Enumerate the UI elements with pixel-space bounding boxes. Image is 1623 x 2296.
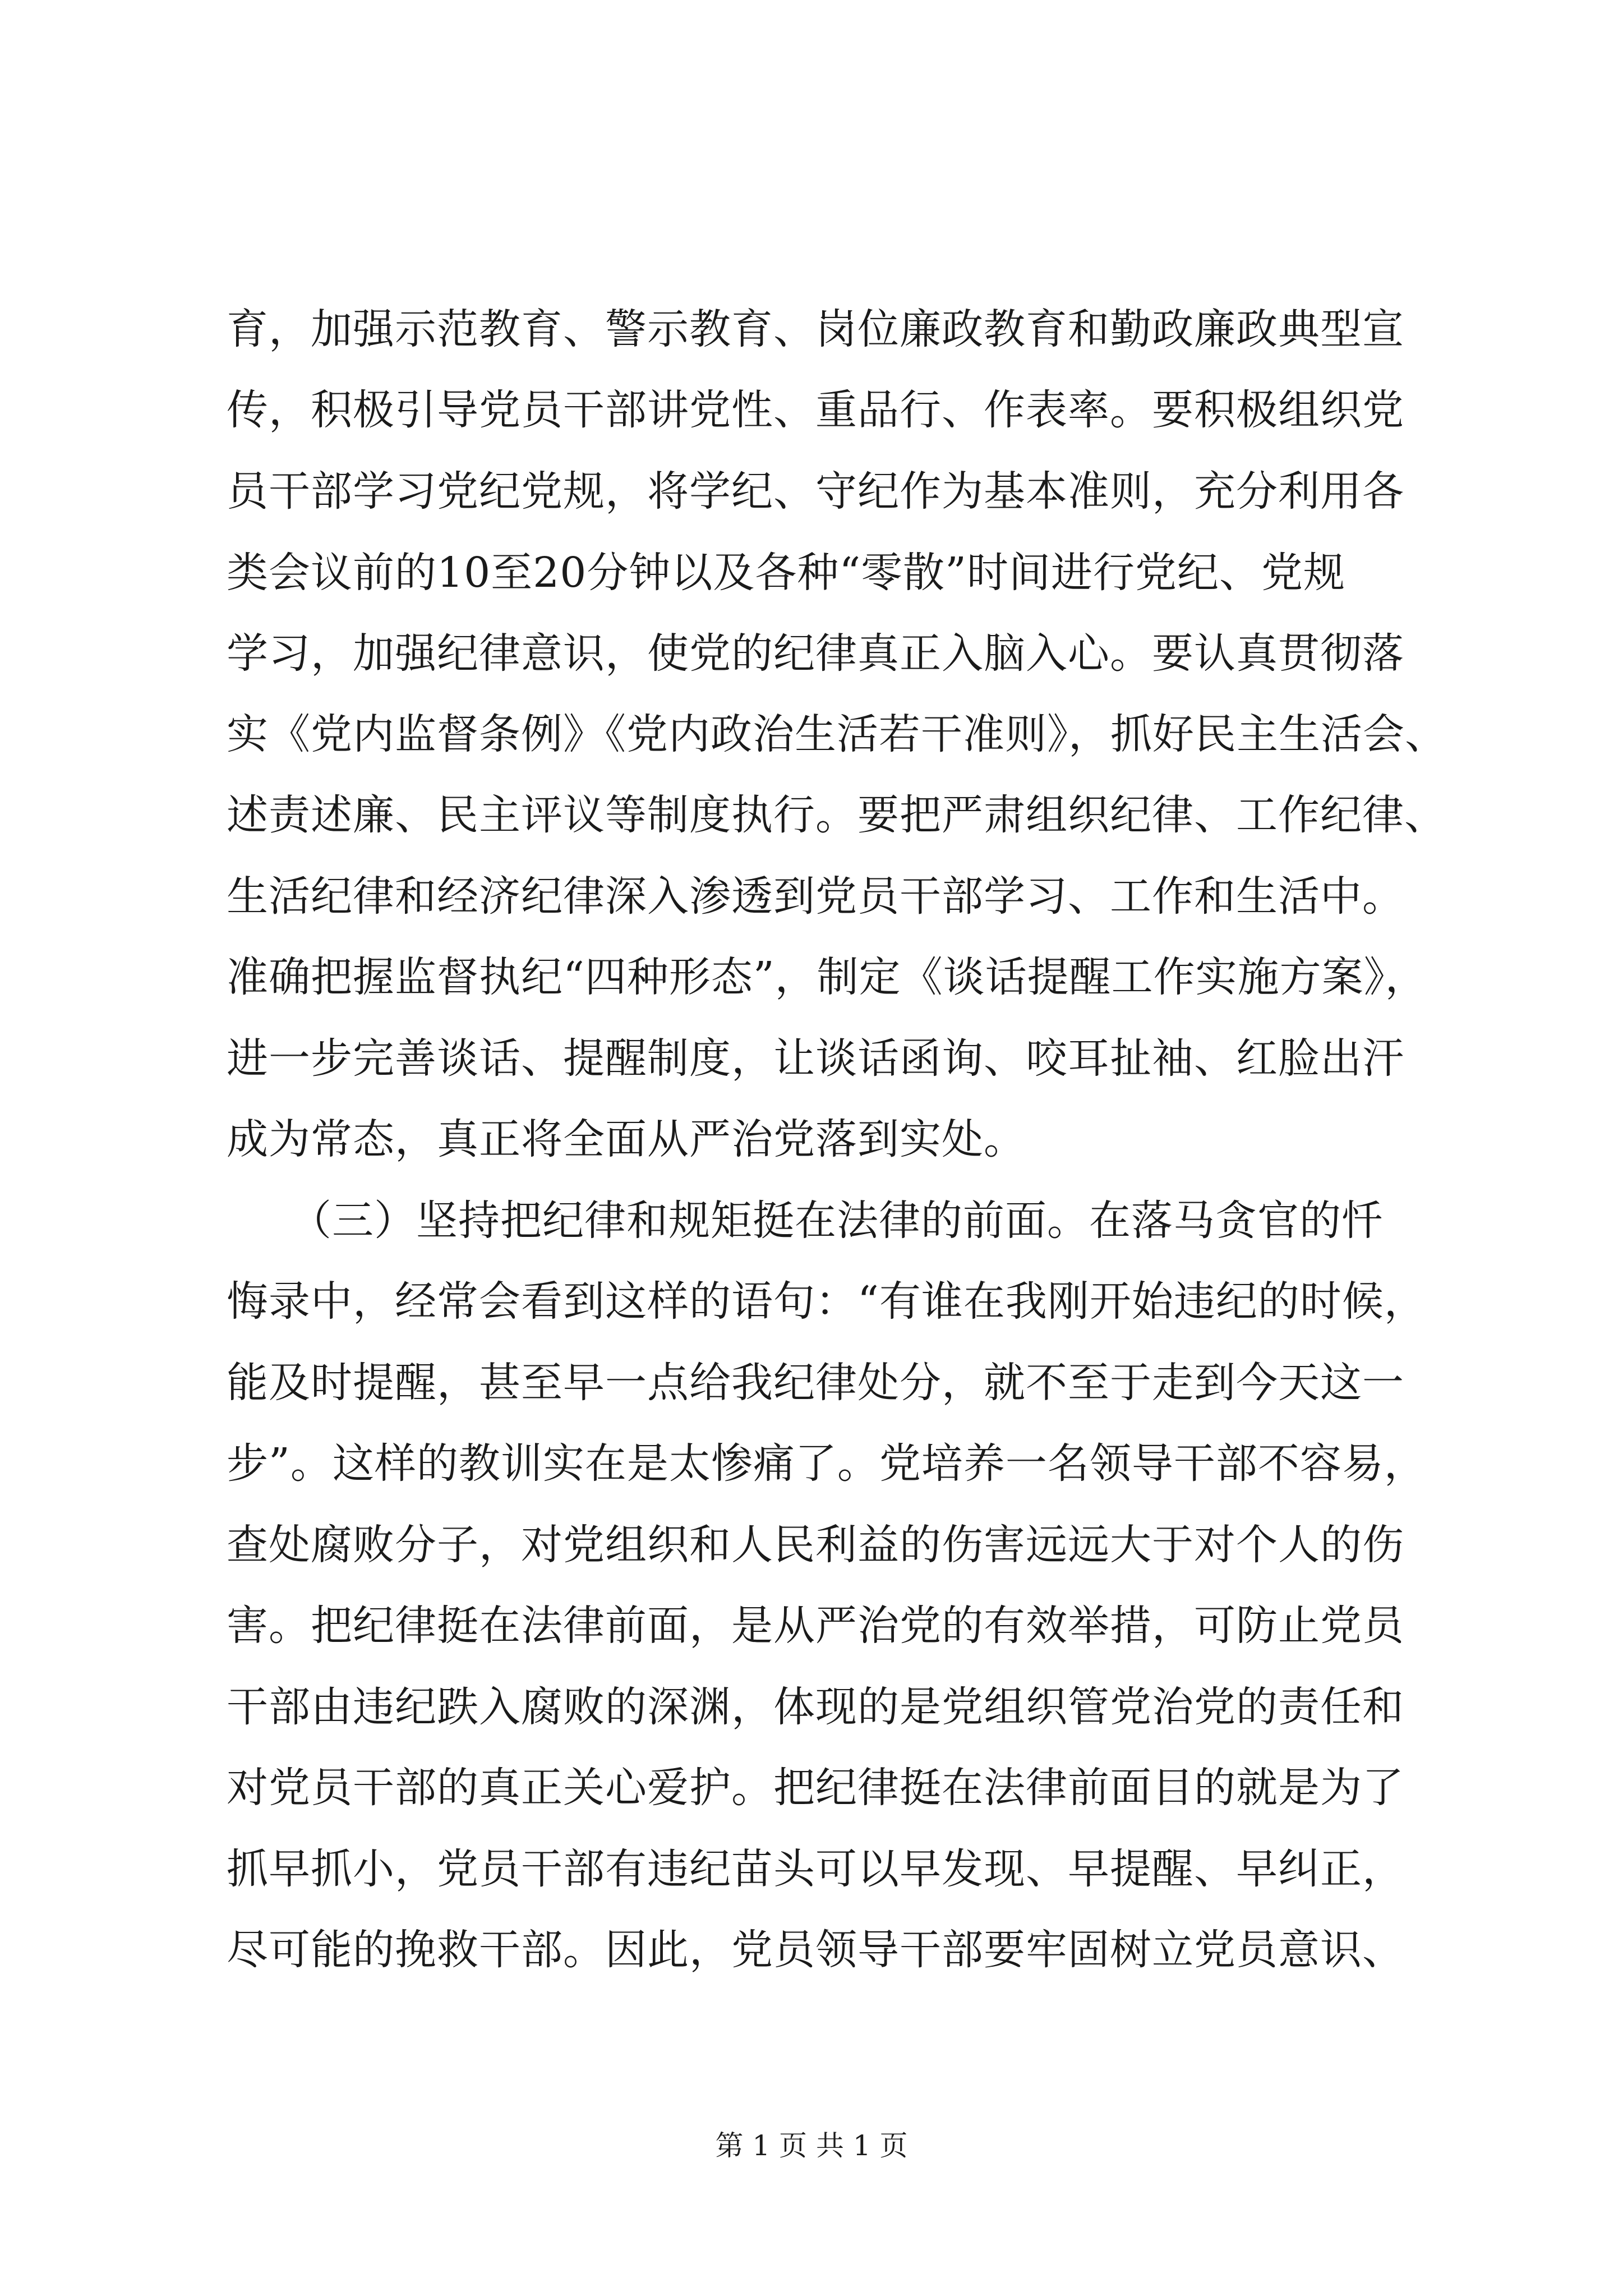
text-line: 对党员干部的真正关心爱护。把纪律挺在法律前面目的就是为了: [227, 1764, 1404, 1812]
text-line: 述责述廉、民主评议等制度执行。要把严肃组织纪律、工作纪律、: [227, 791, 1446, 839]
text-line: 育，加强示范教育、警示教育、岗位廉政教育和勤政廉政典型宣: [227, 305, 1404, 353]
text-line: 传，积极引导党员干部讲党性、重品行、作表率。要积极组织党: [227, 386, 1404, 434]
text-line: 尽可能的挽救干部。因此，党员领导干部要牢固树立党员意识、: [227, 1926, 1404, 1974]
text-line: 实《党内监督条例》《党内政治生活若干准则》，抓好民主生活会、: [227, 710, 1447, 758]
text-line: 能及时提醒，甚至早一点给我纪律处分，就不至于走到今天这一: [227, 1359, 1404, 1407]
page-number-label: 第 1 页 共 1 页: [715, 2129, 908, 2162]
text-line: 步”。这样的教训实在是太惨痛了。党培养一名领导干部不容易，: [227, 1439, 1426, 1488]
text-line: （三）坚持把纪律和规矩挺在法律的前面。在落马贪官的忏: [227, 1197, 1384, 1245]
text-line: 类会议前的10至20分钟以及各种“零散”时间进行党纪、党规: [227, 549, 1345, 597]
text-line: 生活纪律和经济纪律深入渗透到党员干部学习、工作和生活中。: [227, 872, 1404, 921]
text-line: 学习，加强纪律意识，使党的纪律真正入脑入心。要认真贯彻落: [227, 629, 1404, 678]
text-line: 害。把纪律挺在法律前面，是从严治党的有效举措，可防止党员: [227, 1602, 1404, 1650]
text-line: 成为常态，真正将全面从严治党落到实处。: [227, 1115, 1026, 1163]
page-footer: [0, 2126, 1623, 2165]
text-line: 准确把握监督执纪“四种形态”，制定《谈话提醒工作实施方案》，: [227, 953, 1427, 1001]
text-line: 员干部学习党纪党规，将学纪、守纪作为基本准则，充分利用各: [227, 467, 1404, 516]
text-line: 悔录中，经常会看到这样的语句：“有谁在我刚开始违纪的时候，: [227, 1277, 1426, 1326]
text-line: 抓早抓小，党员干部有违纪苗头可以早发现、早提醒、早纠正，: [227, 1845, 1404, 1893]
text-line: 干部由违纪跌入腐败的深渊，体现的是党组织管党治党的责任和: [227, 1683, 1404, 1731]
text-line: 进一步完善谈话、提醒制度，让谈话函询、咬耳扯袖、红脸出汗: [227, 1034, 1404, 1083]
text-line: 查处腐败分子，对党组织和人民利益的伤害远远大于对个人的伤: [227, 1521, 1404, 1569]
